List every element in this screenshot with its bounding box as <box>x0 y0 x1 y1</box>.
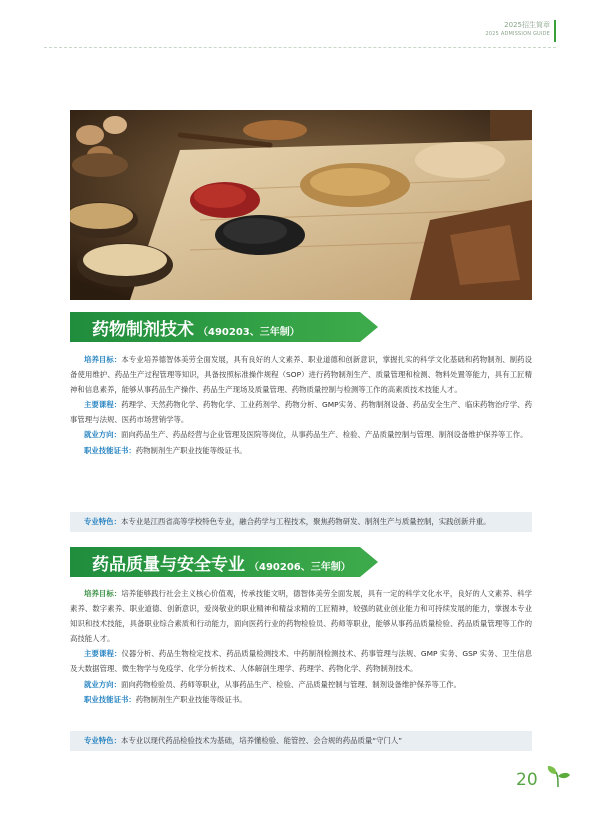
training-goal: 培养目标：本专业培养德智体美劳全面发展，具有良好的人文素养、职业道德和创新意识，掌握扎实的科学文化基础和药物制剂、制药设备使用维护、药品生产过程管理等知识，具备按照标准操作规程（SOP）进行药物制剂生产、质量管理和检测、物料处置等能力，具有工匠精神和信息素养，能够从事药品生产操作、药品生产现场及质量管理、药物质量控制与检测等工作的高素质技术技能人才。 <box>70 355 532 395</box>
training-goal: 培养目标：培养能够践行社会主义核心价值观，传承技能文明，德智体美劳全面发展，具有一定的科学文化水平，良好的人文素养、科学素养、数字素养、职业道德、创新意识，爱岗敬业的职业精神和精益求精的工匠精神，较强的就业创业能力和可持续发展的能力，掌握本专业知识和技术技能，具备职业综合素质和行动能力，面向医药行业的药物检验员、药师等职业，能够从事药品质量检验、药品质量管理等工作的高技能人才。 <box>70 589 532 644</box>
career-direction: 就业方向：面向药品生产、药品经营与企业管理及医院等岗位，从事药品生产、检验、产品质量控制与管理、制剂设备维护保养等工作。 <box>84 430 528 440</box>
header-accent-bar <box>554 20 556 42</box>
header-divider <box>44 47 556 48</box>
main-courses: 主要课程：药理学、天然药物化学、药物化学、工业药剂学、药物分析、GMP实务、药物制剂设备、药品安全生产、临床药物治疗学、药事管理与法规、医药市场营销学等。 <box>70 400 532 425</box>
sprout-icon <box>546 764 572 788</box>
section-body <box>70 586 532 707</box>
section-banner-pharmaceutical-preparation <box>70 312 360 342</box>
section-code: （490203、三年制） <box>198 327 300 338</box>
section-body <box>70 352 532 458</box>
specialty-feature-box: 专业特色：本专业以现代药品检验技术为基础，培养懂检验、能管控、会合规的药品质量“守门人” <box>70 731 532 751</box>
header-title: 2025招生简章 <box>504 21 550 29</box>
skill-certificate: 职业技能证书：药物制剂生产职业技能等级证书。 <box>84 694 247 704</box>
section-title: 药品质量与安全专业 <box>92 555 245 575</box>
career-direction: 就业方向：面向药物检验员、药师等职业，从事药品生产、检验、产品质量控制与管理、制剂设备维护保养等工作。 <box>84 679 461 689</box>
main-courses: 主要课程：仪器分析、药品生物检定技术、药品质量检测技术、中药制剂检测技术、药事管理与法规、GMP 实务、GSP 实务、卫生信息及大数据管理、微生物学与免疫学、化学分析技术、人体解剖生理学、药理学、药物化学、药物制剂技术。 <box>70 649 532 674</box>
section-banner-drug-quality-safety <box>70 547 360 577</box>
skill-certificate: 职业技能证书：药物制剂生产职业技能等级证书。 <box>84 445 247 455</box>
specialty-feature-box: 专业特色：本专业是江西省高等学校特色专业，融合药学与工程技术，聚焦药物研发、制剂生产与质量控制，实践创新并重。 <box>70 512 532 532</box>
header <box>486 22 550 37</box>
section-code: （490206、三年制） <box>249 562 351 573</box>
page-number: 20 <box>516 770 538 790</box>
header-subtitle: 2025 ADMISSION GUIDE <box>485 31 550 37</box>
herbal-medicine-photo <box>70 110 532 300</box>
section-title: 药物制剂技术 <box>92 320 194 340</box>
